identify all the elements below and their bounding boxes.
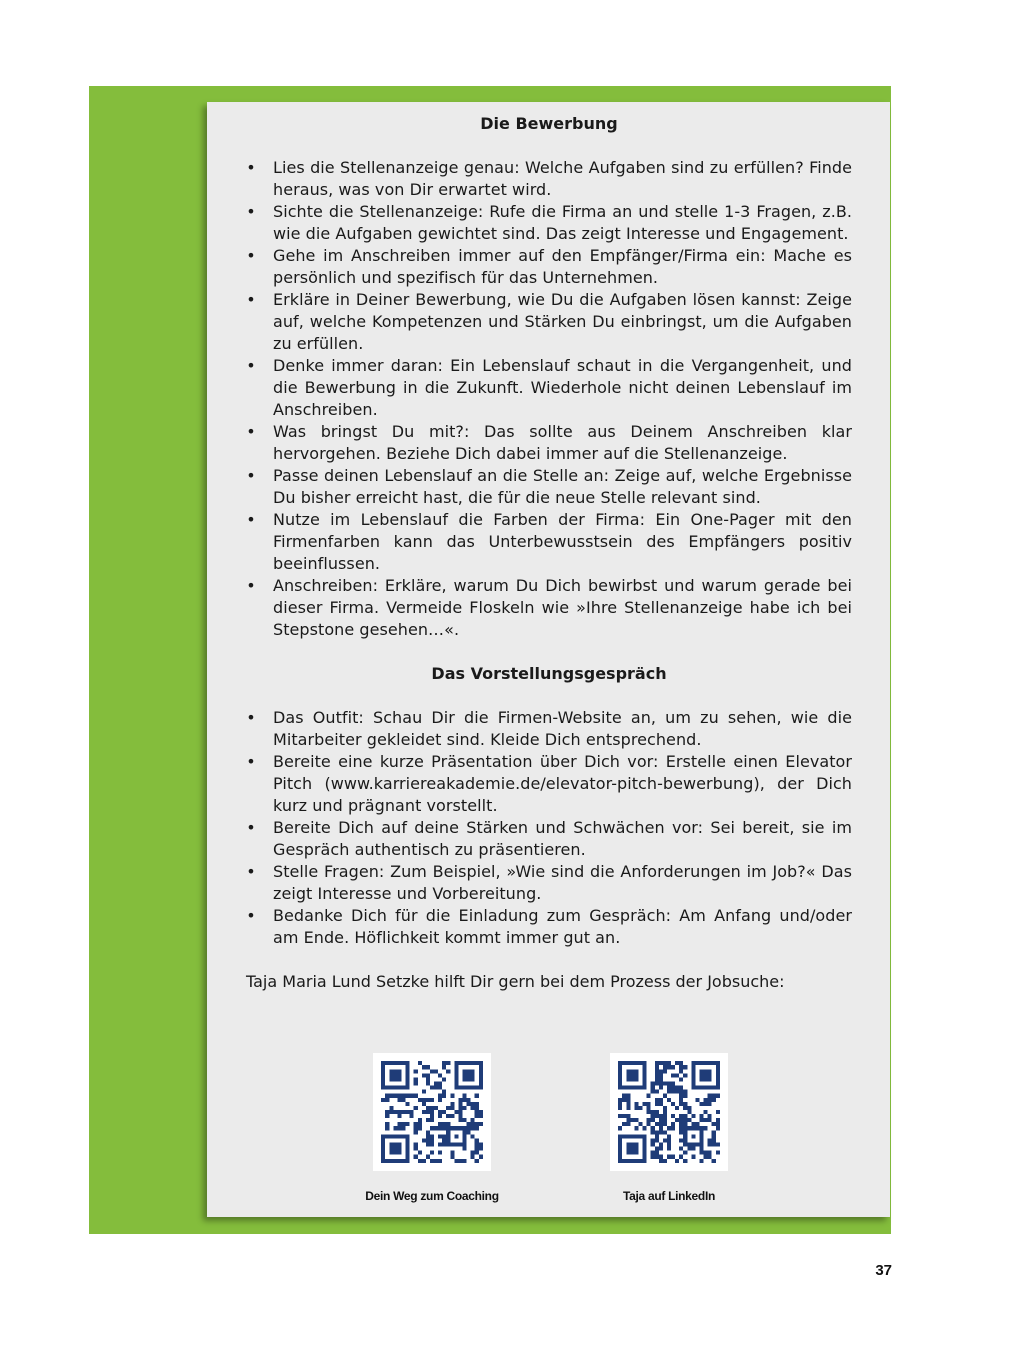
content-card: [207, 102, 890, 1217]
list-item: [246, 289, 852, 355]
qr-block-linkedin[interactable]: [589, 1053, 749, 1203]
list-item: [246, 575, 852, 641]
list-item: [246, 421, 852, 465]
vorstellungsgespraech-list: [246, 707, 852, 949]
list-item-text: Bereite Dich auf deine Stärken und Schwächen vor: Sei bereit, sie im Gespräch authentisch zu präsentieren.: [273, 818, 852, 859]
list-item: [246, 861, 852, 905]
bullet-icon: •: [246, 818, 256, 837]
bullet-icon: •: [246, 202, 256, 221]
bullet-icon: •: [246, 466, 256, 485]
list-item: [246, 465, 852, 509]
list-item-text: Denke immer daran: Ein Lebenslauf schaut in die Vergangenheit, und die Bewerbung in die Zukunft. Wiederhole nicht deinen Lebenslauf im Anschreiben.: [273, 356, 852, 419]
list-item: [246, 817, 852, 861]
bullet-icon: •: [246, 576, 256, 595]
section-title-bewerbung: Die Bewerbung: [480, 114, 618, 133]
bullet-icon: •: [246, 290, 256, 309]
bullet-icon: •: [246, 906, 256, 925]
list-item-text: Erkläre in Deiner Bewerbung, wie Du die Aufgaben lösen kannst: Zeige auf, welche Kompetenzen und Stärken Du einbringst, um die Aufgaben zu erfüllen.: [273, 290, 852, 353]
qr-caption-linkedin: Taja auf LinkedIn: [622, 1189, 716, 1203]
qr-code-icon[interactable]: [373, 1053, 491, 1171]
list-item: [246, 509, 852, 575]
list-item-text: Nutze im Lebenslauf die Farben der Firma: Ein One-Pager mit den Firmenfarben kann das Unterbewusstsein des Empfängers positiv beeinflussen.: [273, 510, 852, 573]
bullet-icon: •: [246, 422, 256, 441]
list-item: [246, 355, 852, 421]
list-item: [246, 245, 852, 289]
list-item-text: Anschreiben: Erkläre, warum Du Dich bewirbst und warum gerade bei dieser Firma. Vermeide Floskeln wie »Ihre Stellenanzeige habe ich bei Stepstone gesehen…«.: [273, 576, 852, 639]
list-item-text: Passe deinen Lebenslauf an die Stelle an: Zeige auf, welche Ergebnisse Du bisher erreicht hast, die für die neue Stelle relevant sind.: [273, 466, 852, 507]
qr-code-icon[interactable]: [610, 1053, 728, 1171]
bullet-icon: •: [246, 708, 256, 727]
qr-caption-coaching: Dein Weg zum Coaching: [365, 1189, 499, 1203]
page-number: 37: [875, 1262, 892, 1279]
list-item: [246, 751, 852, 817]
bullet-icon: •: [246, 752, 256, 771]
bullet-icon: •: [246, 510, 256, 529]
qr-block-coaching[interactable]: [352, 1053, 512, 1203]
section-title-vorstellungsgespraech: Das Vorstellungsgespräch: [431, 664, 667, 683]
list-item: [246, 707, 852, 751]
list-item-text: Stelle Fragen: Zum Beispiel, »Wie sind die Anforderungen im Job?« Das zeigt Interesse und Vorbereitung.: [273, 862, 852, 903]
outro-text: Taja Maria Lund Setzke hilft Dir gern bei dem Prozess der Jobsuche:: [246, 972, 785, 991]
bullet-icon: •: [246, 158, 256, 177]
bullet-icon: •: [246, 246, 256, 265]
list-item-text: Gehe im Anschreiben immer auf den Empfänger/Firma ein: Mache es persönlich und spezifisch für das Unternehmen.: [273, 246, 852, 287]
list-item-text: Bereite eine kurze Präsentation über Dich vor: Erstelle einen Elevator Pitch (www.karriereakademie.de/elevator-pitch-bewerbung), der Dich kurz und prägnant vorstellt.: [273, 752, 852, 815]
list-item: [246, 201, 852, 245]
bewerbung-list: [246, 157, 852, 641]
qr-code-row: [207, 1053, 890, 1213]
list-item: [246, 157, 852, 201]
bullet-icon: •: [246, 862, 256, 881]
list-item: [246, 905, 852, 949]
list-item-text: Das Outfit: Schau Dir die Firmen-Website an, um zu sehen, wie die Mitarbeiter gekleidet sind. Kleide Dich entsprechend.: [273, 708, 852, 749]
list-item-text: Sichte die Stellenanzeige: Rufe die Firma an und stelle 1-3 Fragen, z.B. wie die Aufgaben gewichtet sind. Das zeigt Interesse und Engagement.: [273, 202, 852, 243]
list-item-text: Was bringst Du mit?: Das sollte aus Deinem Anschreiben klar hervorgehen. Beziehe Dich dabei immer auf die Stellenanzeige.: [273, 422, 852, 463]
list-item-text: Lies die Stellenanzeige genau: Welche Aufgaben sind zu erfüllen? Finde heraus, was von Dir erwartet wird.: [273, 158, 852, 199]
bullet-icon: •: [246, 356, 256, 375]
list-item-text: Bedanke Dich für die Einladung zum Gespräch: Am Anfang und/oder am Ende. Höflichkeit kommt immer gut an.: [273, 906, 852, 947]
